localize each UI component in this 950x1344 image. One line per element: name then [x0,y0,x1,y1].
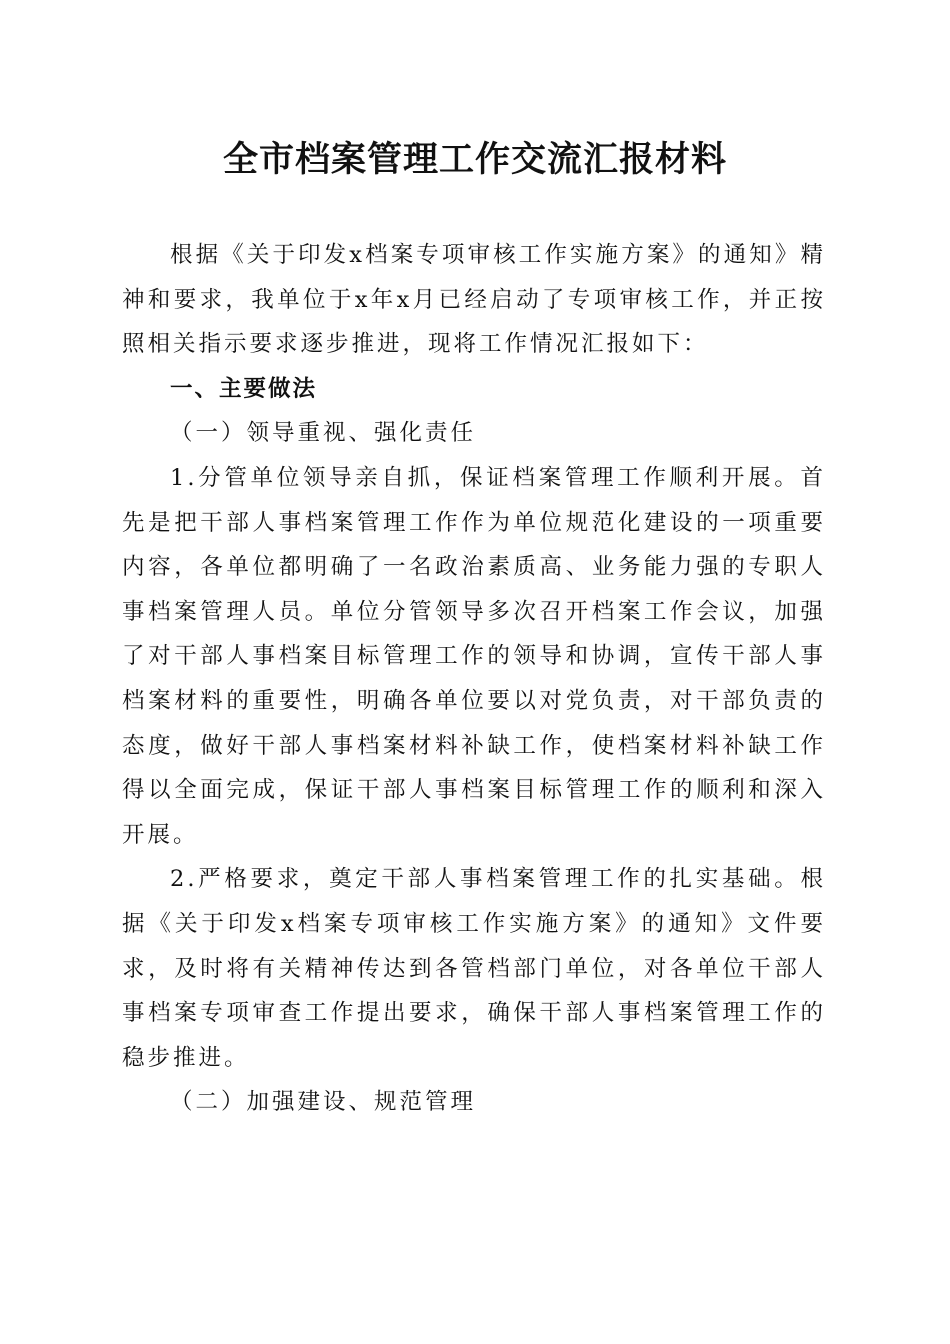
intro-paragraph: 根据《关于印发x档案专项审核工作实施方案》的通知》精神和要求，我单位于x年x月已经启动了专项审核工作，并正按照相关指示要求逐步推进，现将工作情况汇报如下： [122,242,826,358]
subsection-heading-standardize: （二）加强建设、规范管理 [170,1089,477,1116]
subsection-heading-leadership: （一）领导重视、强化责任 [170,420,477,447]
section-heading-main-practices: 一、主要做法 [170,375,318,402]
document-body [122,233,826,1125]
document-title: 全市档案管理工作交流汇报材料 [222,140,727,180]
body-paragraph-1: 1.分管单位领导亲自抓，保证档案管理工作顺利开展。首先是把干部人事档案管理工作作为单位规范化建设的一项重要内容，各单位都明确了一名政治素质高、业务能力强的专职人事档案管理人员。单位分管领导多次召开档案工作会议，加强了对干部人事档案目标管理工作的领导和协调，宣传干部人事档案材料的重要性，明确各单位要以对党负责，对干部负责的态度，做好干部人事档案材料补缺工作，使档案材料补缺工作得以全面完成，保证干部人事档案目标管理工作的顺利和深入开展。 [122,464,826,848]
body-paragraph-2: 2.严格要求，奠定干部人事档案管理工作的扎实基础。根据《关于印发x档案专项审核工作实施方案》的通知》文件要求，及时将有关精神传达到各管档部门单位，对各单位干部人事档案专项审查工作提出要求，确保干部人事档案管理工作的稳步推进。 [122,866,826,1071]
